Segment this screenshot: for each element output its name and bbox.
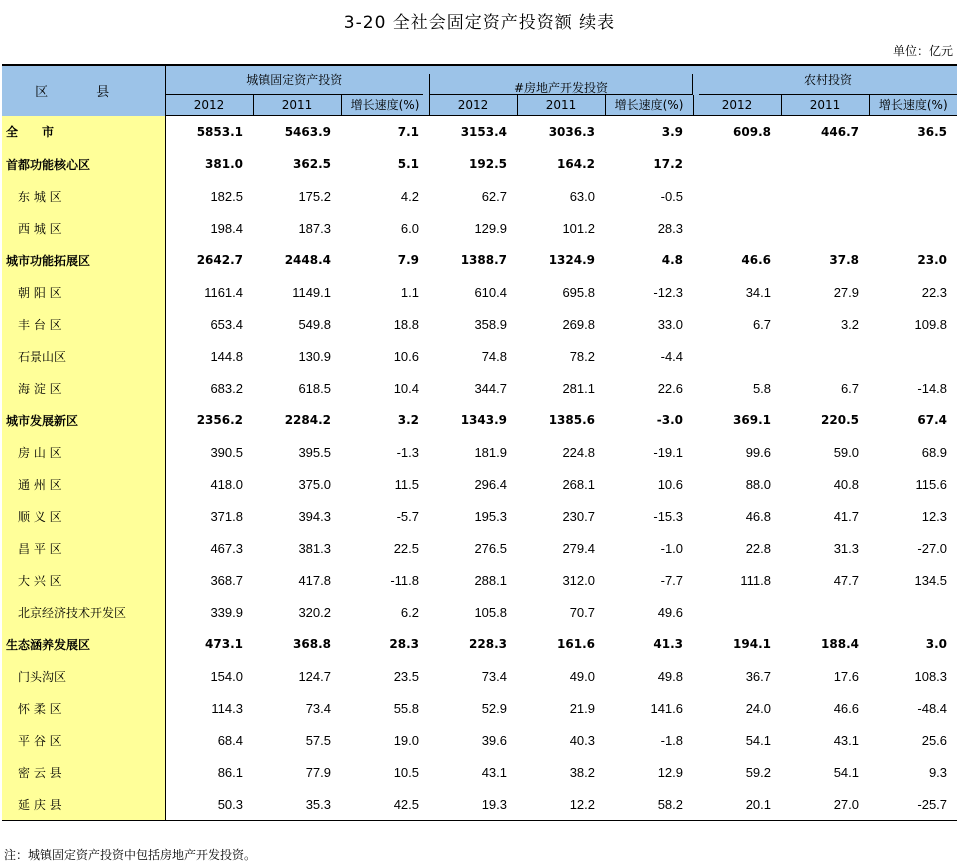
- table-row: [2, 372, 957, 404]
- table-row: [2, 116, 957, 149]
- value-cell: 124.7: [298, 668, 331, 684]
- value-cell: 5463.9: [284, 125, 331, 139]
- value-cell: 371.8: [210, 508, 243, 524]
- value-cell: -25.7: [869, 788, 957, 821]
- value-cell: 2448.4: [284, 253, 331, 267]
- value-cell: 59.0: [833, 444, 860, 460]
- value-cell: 73.4: [305, 700, 331, 716]
- value-cell: 394.3: [298, 508, 331, 524]
- header-year-2011: 2011: [253, 95, 341, 116]
- value-cell: 192.5: [469, 157, 507, 171]
- value-cell: -11.8: [390, 572, 419, 588]
- value-cell: 549.8: [298, 316, 331, 332]
- table-row: [2, 660, 957, 692]
- region-name-cell: 城市发展新区: [2, 404, 165, 436]
- value-cell: 23.5: [393, 668, 419, 684]
- value-cell: 695.8: [562, 284, 595, 300]
- value-cell: 28.3: [657, 220, 684, 236]
- value-cell: 111.8: [740, 572, 772, 588]
- value-cell: [869, 340, 957, 372]
- value-cell: 358.9: [474, 316, 507, 332]
- value-cell: 35.3: [253, 788, 341, 821]
- header-year-2012: 2012: [429, 95, 517, 116]
- region-name-cell: 怀 柔 区: [2, 692, 165, 724]
- value-cell: 63.0: [569, 188, 595, 204]
- value-cell: 220.5: [821, 413, 860, 427]
- value-cell: [869, 148, 957, 180]
- value-cell: 68.9: [921, 444, 948, 460]
- value-cell: 49.8: [657, 668, 684, 684]
- value-cell: 36.5: [917, 125, 948, 139]
- value-cell: 5.1: [397, 157, 419, 171]
- value-cell: 3.2: [840, 316, 860, 332]
- region-name-cell: 顺 义 区: [2, 500, 165, 532]
- value-cell: 175.2: [298, 188, 331, 204]
- value-cell: 1161.4: [204, 284, 243, 300]
- value-cell: 27.9: [833, 284, 860, 300]
- value-cell: 50.3: [165, 788, 253, 821]
- value-cell: 164.2: [557, 157, 595, 171]
- value-cell: 279.4: [562, 540, 595, 556]
- value-cell: 54.1: [745, 732, 772, 748]
- value-cell: 54.1: [833, 764, 860, 780]
- region-name-cell: 昌 平 区: [2, 532, 165, 564]
- footnote: 注：城镇固定资产投资中包括房地产开发投资。: [4, 848, 257, 862]
- value-cell: -1.0: [660, 540, 684, 556]
- value-cell: 18.8: [393, 316, 419, 332]
- value-cell: 40.3: [569, 732, 595, 748]
- value-cell: 6.0: [400, 220, 419, 236]
- value-cell: 3.0: [925, 637, 948, 651]
- value-cell: 446.7: [821, 125, 860, 139]
- value-cell: 36.7: [745, 668, 772, 684]
- header-group-urban: 城镇固定资产投资: [165, 65, 429, 95]
- value-cell: 2642.7: [196, 253, 243, 267]
- value-cell: 19.3: [429, 788, 517, 821]
- value-cell: 58.2: [605, 788, 693, 821]
- value-cell: 17.6: [833, 668, 860, 684]
- value-cell: [693, 212, 781, 244]
- value-cell: 10.5: [393, 764, 419, 780]
- value-cell: 1343.9: [460, 413, 507, 427]
- value-cell: 41.3: [653, 637, 684, 651]
- value-cell: -14.8: [917, 380, 948, 396]
- value-cell: 618.5: [298, 380, 331, 396]
- value-cell: 268.1: [562, 476, 595, 492]
- value-cell: 33.0: [657, 316, 684, 332]
- table-row: [2, 308, 957, 340]
- region-name-cell: 房 山 区: [2, 436, 165, 468]
- value-cell: 610.4: [474, 284, 507, 300]
- table-row: [2, 180, 957, 212]
- value-cell: 10.4: [393, 380, 419, 396]
- value-cell: 296.4: [474, 476, 507, 492]
- value-cell: 86.1: [217, 764, 243, 780]
- header-growth-rate: 增长速度(%): [341, 95, 429, 116]
- value-cell: 312.0: [562, 572, 595, 588]
- value-cell: 320.2: [298, 604, 331, 620]
- value-cell: 46.6: [833, 700, 860, 716]
- value-cell: -1.3: [396, 444, 419, 460]
- value-cell: 39.6: [481, 732, 507, 748]
- value-cell: 7.1: [397, 125, 419, 139]
- value-cell: 1385.6: [548, 413, 595, 427]
- table-row: [2, 436, 957, 468]
- value-cell: 25.6: [921, 732, 948, 748]
- value-cell: [781, 340, 869, 372]
- table-row: [2, 788, 957, 821]
- value-cell: 362.5: [293, 157, 331, 171]
- table-row: [2, 404, 957, 436]
- value-cell: 59.2: [745, 764, 772, 780]
- header-region: 区 县: [2, 65, 165, 116]
- value-cell: 49.0: [569, 668, 595, 684]
- value-cell: 3036.3: [548, 125, 595, 139]
- value-cell: 4.2: [400, 188, 419, 204]
- value-cell: 68.4: [217, 732, 243, 748]
- value-cell: 4.8: [661, 253, 684, 267]
- region-name-cell: 密 云 县: [2, 756, 165, 788]
- table-row: [2, 596, 957, 628]
- value-cell: 368.7: [210, 572, 243, 588]
- table-row: [2, 564, 957, 596]
- value-cell: 42.5: [341, 788, 429, 821]
- table-row: [2, 692, 957, 724]
- value-cell: 62.7: [481, 188, 507, 204]
- value-cell: 22.6: [657, 380, 684, 396]
- region-name-cell: 全 市: [2, 116, 165, 149]
- value-cell: 6.7: [752, 316, 772, 332]
- header-year-2012: 2012: [693, 95, 781, 116]
- header-group-realestate: #房地产开发投资: [429, 65, 693, 95]
- value-cell: 3.2: [397, 413, 419, 427]
- table-body: [2, 116, 957, 821]
- value-cell: 181.9: [474, 444, 507, 460]
- value-cell: 57.5: [305, 732, 331, 748]
- value-cell: [781, 596, 869, 628]
- value-cell: 228.3: [469, 637, 507, 651]
- value-cell: 105.8: [474, 604, 507, 620]
- value-cell: -15.3: [653, 508, 684, 524]
- table-row: [2, 756, 957, 788]
- value-cell: 473.1: [205, 637, 243, 651]
- value-cell: 6.7: [840, 380, 860, 396]
- region-name-cell: 石景山区: [2, 340, 165, 372]
- value-cell: 2284.2: [284, 413, 331, 427]
- value-cell: 368.8: [293, 637, 331, 651]
- value-cell: 141.6: [650, 700, 684, 716]
- value-cell: 19.0: [393, 732, 419, 748]
- value-cell: [781, 212, 869, 244]
- header-growth-rate: 增长速度(%): [869, 95, 957, 116]
- region-name-cell: 海 淀 区: [2, 372, 165, 404]
- value-cell: 188.4: [821, 637, 860, 651]
- value-cell: 381.3: [298, 540, 331, 556]
- header-growth-rate: 增长速度(%): [605, 95, 693, 116]
- value-cell: 28.3: [389, 637, 419, 651]
- value-cell: 115.6: [915, 476, 948, 492]
- value-cell: 22.3: [921, 284, 948, 300]
- value-cell: 1324.9: [548, 253, 595, 267]
- value-cell: 339.9: [210, 604, 243, 620]
- value-cell: 161.6: [557, 637, 595, 651]
- value-cell: 129.9: [474, 220, 507, 236]
- value-cell: 22.5: [393, 540, 419, 556]
- table-row: [2, 532, 957, 564]
- table-row: [2, 340, 957, 372]
- table-row: [2, 628, 957, 660]
- value-cell: 10.6: [657, 476, 684, 492]
- value-cell: -27.0: [917, 540, 948, 556]
- region-name-cell: 通 州 区: [2, 468, 165, 500]
- value-cell: -4.4: [660, 348, 684, 364]
- value-cell: 55.8: [393, 700, 419, 716]
- value-cell: 20.1: [693, 788, 781, 821]
- value-cell: 67.4: [917, 413, 948, 427]
- region-name-cell: 首都功能核心区: [2, 148, 165, 180]
- table-row: [2, 500, 957, 532]
- value-cell: 12.9: [657, 764, 684, 780]
- value-cell: 609.8: [733, 125, 772, 139]
- region-name-cell: 大 兴 区: [2, 564, 165, 596]
- page-title: 3-20 全社会固定资产投资额 续表: [343, 13, 616, 33]
- value-cell: 230.7: [562, 508, 595, 524]
- region-name-cell: 生态涵养发展区: [2, 628, 165, 660]
- value-cell: 224.8: [562, 444, 595, 460]
- value-cell: 288.1: [474, 572, 507, 588]
- region-name-cell: 门头沟区: [2, 660, 165, 692]
- value-cell: 1.1: [400, 284, 419, 300]
- value-cell: -1.8: [660, 732, 684, 748]
- value-cell: 369.1: [733, 413, 772, 427]
- value-cell: -48.4: [917, 700, 948, 716]
- table-row: [2, 468, 957, 500]
- value-cell: 46.6: [741, 253, 772, 267]
- investment-table: [2, 64, 957, 821]
- value-cell: 269.8: [562, 316, 595, 332]
- value-cell: 1388.7: [460, 253, 507, 267]
- value-cell: 154.0: [210, 668, 243, 684]
- value-cell: 70.7: [569, 604, 595, 620]
- value-cell: 194.1: [733, 637, 772, 651]
- value-cell: 27.0: [781, 788, 869, 821]
- value-cell: 74.8: [481, 348, 507, 364]
- region-name-cell: 延 庆 县: [2, 788, 165, 821]
- value-cell: [781, 180, 869, 212]
- value-cell: 101.2: [562, 220, 595, 236]
- value-cell: 390.5: [210, 444, 243, 460]
- value-cell: 114.3: [211, 700, 243, 716]
- value-cell: 683.2: [210, 380, 243, 396]
- value-cell: -0.5: [660, 188, 684, 204]
- region-name-cell: 丰 台 区: [2, 308, 165, 340]
- table-row: [2, 276, 957, 308]
- header-year-2011: 2011: [781, 95, 869, 116]
- value-cell: 467.3: [210, 540, 243, 556]
- value-cell: 5853.1: [196, 125, 243, 139]
- value-cell: 134.5: [914, 572, 948, 588]
- value-cell: 12.3: [921, 508, 948, 524]
- value-cell: 52.9: [481, 700, 507, 716]
- value-cell: 144.8: [210, 348, 243, 364]
- header-year-2012: 2012: [165, 95, 253, 116]
- value-cell: 195.3: [474, 508, 507, 524]
- value-cell: 73.4: [481, 668, 507, 684]
- value-cell: -19.1: [653, 444, 684, 460]
- value-cell: 109.8: [914, 316, 948, 332]
- value-cell: 108.3: [914, 668, 948, 684]
- value-cell: 78.2: [569, 348, 595, 364]
- region-name-cell: 平 谷 区: [2, 724, 165, 756]
- value-cell: 1149.1: [292, 284, 331, 300]
- value-cell: [869, 596, 957, 628]
- value-cell: 5.8: [752, 380, 772, 396]
- value-cell: 6.2: [400, 604, 419, 620]
- value-cell: [693, 180, 781, 212]
- region-name-cell: 北京经济技术开发区: [2, 596, 165, 628]
- value-cell: 38.2: [569, 764, 595, 780]
- value-cell: 187.3: [298, 220, 331, 236]
- value-cell: 418.0: [210, 476, 243, 492]
- value-cell: 99.6: [745, 444, 772, 460]
- value-cell: [869, 212, 957, 244]
- value-cell: [869, 180, 957, 212]
- value-cell: -5.7: [396, 508, 419, 524]
- value-cell: 11.5: [394, 476, 419, 492]
- table-row: [2, 724, 957, 756]
- header-year-2011: 2011: [517, 95, 605, 116]
- value-cell: 34.1: [745, 284, 772, 300]
- value-cell: 3153.4: [460, 125, 507, 139]
- value-cell: 198.4: [210, 220, 243, 236]
- value-cell: 2356.2: [196, 413, 243, 427]
- value-cell: 46.8: [745, 508, 772, 524]
- value-cell: 43.1: [481, 764, 507, 780]
- value-cell: 17.2: [653, 157, 684, 171]
- region-name-cell: 朝 阳 区: [2, 276, 165, 308]
- value-cell: 375.0: [298, 476, 331, 492]
- value-cell: 24.0: [745, 700, 772, 716]
- value-cell: 22.8: [745, 540, 772, 556]
- region-name-cell: 城市功能拓展区: [2, 244, 165, 276]
- unit-label: 单位：亿元: [892, 44, 953, 58]
- value-cell: 281.1: [562, 380, 595, 396]
- region-name-cell: 东 城 区: [2, 180, 165, 212]
- value-cell: 31.3: [833, 540, 860, 556]
- region-name-cell: 西 城 区: [2, 212, 165, 244]
- table-row: [2, 148, 957, 180]
- value-cell: 10.6: [393, 348, 419, 364]
- value-cell: 49.6: [657, 604, 684, 620]
- value-cell: 21.9: [569, 700, 595, 716]
- value-cell: -7.7: [660, 572, 684, 588]
- value-cell: 37.8: [829, 253, 860, 267]
- value-cell: 43.1: [833, 732, 860, 748]
- value-cell: 41.7: [833, 508, 860, 524]
- value-cell: 88.0: [745, 476, 772, 492]
- value-cell: [693, 596, 781, 628]
- value-cell: 395.5: [298, 444, 331, 460]
- table-row: [2, 212, 957, 244]
- value-cell: 276.5: [474, 540, 507, 556]
- header-group-rural: 农村投资: [693, 65, 957, 95]
- value-cell: [693, 148, 781, 180]
- table-row: [2, 244, 957, 276]
- value-cell: 9.3: [928, 764, 948, 780]
- value-cell: 23.0: [917, 253, 948, 267]
- value-cell: 653.4: [210, 316, 243, 332]
- value-cell: -3.0: [656, 413, 684, 427]
- value-cell: 40.8: [833, 476, 860, 492]
- value-cell: -12.3: [653, 284, 684, 300]
- value-cell: 417.8: [298, 572, 331, 588]
- value-cell: 344.7: [474, 380, 507, 396]
- value-cell: 381.0: [205, 157, 243, 171]
- value-cell: [781, 148, 869, 180]
- value-cell: 3.9: [661, 125, 684, 139]
- value-cell: 7.9: [397, 253, 419, 267]
- value-cell: 77.9: [305, 764, 331, 780]
- value-cell: 182.5: [210, 188, 243, 204]
- value-cell: 47.7: [833, 572, 860, 588]
- value-cell: 130.9: [298, 348, 331, 364]
- value-cell: [693, 340, 781, 372]
- value-cell: 12.2: [517, 788, 605, 821]
